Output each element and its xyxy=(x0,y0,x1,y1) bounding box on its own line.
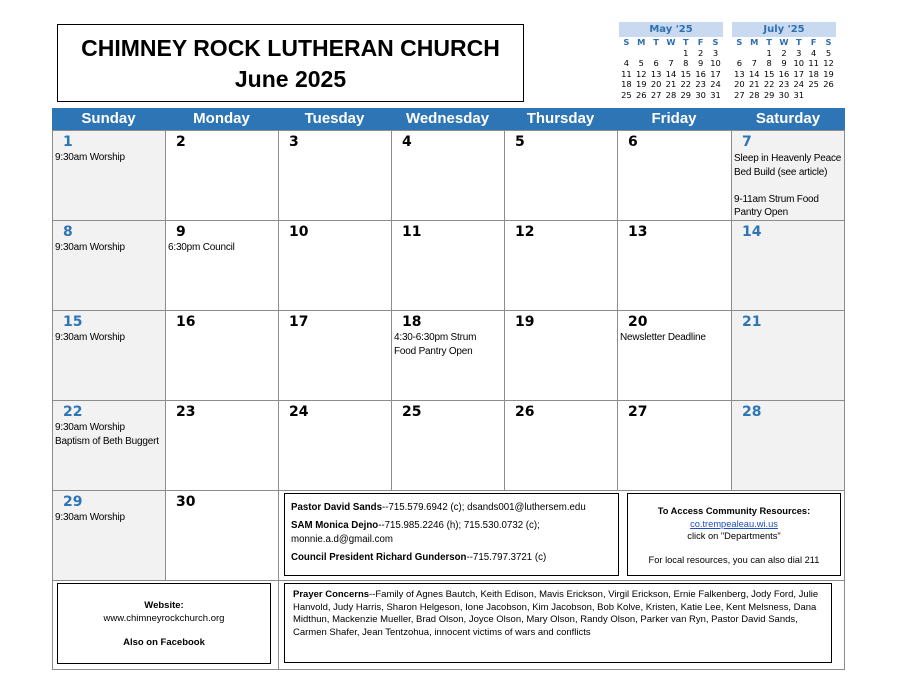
mini-dow: M xyxy=(637,37,646,47)
mini-day: 15 xyxy=(680,68,692,79)
calendar-header xyxy=(52,108,845,130)
mini-day: 20 xyxy=(734,79,745,89)
mini-dow: F xyxy=(810,37,817,47)
mini-day: 21 xyxy=(665,79,677,89)
community-local: For local resources, you can also dial 211 xyxy=(648,554,820,565)
mini-day: 22 xyxy=(680,79,692,89)
mini-day: 7 xyxy=(751,58,757,68)
mini-day: 28 xyxy=(665,89,677,100)
mini-day: 16 xyxy=(695,68,706,79)
mini-dow: W xyxy=(666,37,676,47)
mini-day: 4 xyxy=(811,47,817,58)
dow-tuesday: Tuesday xyxy=(304,110,365,127)
council-name: Council President Richard Gunderson xyxy=(291,552,467,563)
prayer-label: Prayer Concerns xyxy=(293,589,370,600)
day-number: 29 xyxy=(63,494,83,510)
mini-day: 5 xyxy=(825,47,832,58)
day-cell xyxy=(732,221,845,311)
mini-day: 25 xyxy=(621,89,632,100)
sam-name: SAM Monica Dejno xyxy=(291,520,379,531)
day-number: 12 xyxy=(515,224,535,240)
day-number: 5 xyxy=(515,134,525,150)
day-number: 7 xyxy=(742,134,752,150)
day-cell xyxy=(505,221,618,311)
mini-day: 2 xyxy=(781,47,787,58)
mini-day: 17 xyxy=(710,68,721,79)
day-cell xyxy=(618,311,732,401)
mini-day: 8 xyxy=(766,58,772,68)
day-number: 26 xyxy=(515,404,535,420)
facebook-note: Also on Facebook xyxy=(123,637,205,648)
day-cell xyxy=(279,131,392,221)
day-cell xyxy=(279,401,392,491)
contacts-box xyxy=(284,493,619,576)
day-cell xyxy=(166,491,279,581)
day-cell xyxy=(505,401,618,491)
pastor-info: --715.579.6942 (c); dsands001@luthersem.edu xyxy=(382,502,586,513)
day-cell xyxy=(392,221,505,311)
dow-sunday: Sunday xyxy=(81,110,136,127)
day-cell xyxy=(618,221,732,311)
mini-day: 13 xyxy=(650,68,662,79)
day-cell xyxy=(618,401,732,491)
mini-day: 7 xyxy=(668,58,674,68)
mini-dow: F xyxy=(697,37,704,47)
dow-wednesday: Wednesday xyxy=(405,110,490,127)
mini-day: 11 xyxy=(621,68,632,79)
mini-dow: T xyxy=(682,37,689,47)
mini-day xyxy=(664,48,679,59)
prayer-concerns-box xyxy=(284,583,832,663)
mini-day: 27 xyxy=(650,89,662,100)
day-number: 1 xyxy=(63,134,73,150)
mini-day: 6 xyxy=(736,58,743,68)
day-number: 10 xyxy=(289,224,309,240)
day-events: 9:30am Worship xyxy=(55,332,125,343)
mini-day: 2 xyxy=(698,47,704,58)
day-events: 9:30am Worship xyxy=(55,152,125,163)
mini-day: 23 xyxy=(695,79,706,89)
day-number: 16 xyxy=(176,314,196,330)
mini-dow: S xyxy=(623,37,630,47)
day-number: 3 xyxy=(289,134,299,150)
day-number: 6 xyxy=(628,134,638,150)
mini-day: 14 xyxy=(748,68,760,79)
mini-day: 30 xyxy=(695,89,706,100)
mini-day: 31 xyxy=(710,89,721,100)
day-events: 9:30am Worship Baptism of Beth Buggert xyxy=(55,422,159,447)
day-number: 2 xyxy=(176,134,186,150)
sam-info: --715.985.2246 (h); 715.530.0732 (c); xyxy=(378,520,540,531)
community-instruction: click on "Departments" xyxy=(687,531,781,541)
day-cell xyxy=(392,131,505,221)
day-cell xyxy=(166,401,279,491)
church-name: CHIMNEY ROCK LUTHERAN CHURCH xyxy=(81,35,500,61)
mini-day: 23 xyxy=(778,79,790,89)
mini-day xyxy=(634,48,649,59)
day-number: 24 xyxy=(289,404,309,420)
day-cell xyxy=(53,401,166,491)
day-number: 4 xyxy=(402,134,412,150)
day-events: 6:30pm Council xyxy=(168,242,235,253)
prayer-text: --Family of Agnes Bautch, Keith Edison, Mavis Erickson, Virgil Erickson, Ernie Falkenberg, Jody Ford, Julie Hanvold, Judy Harris, Sharon Helgeson, Ione Jacobson, Kim Jacobson, Bob Kolve, Kristen, Katie Lee, Kent Melsness, Dana Midthun, Mackenzie Mueller, Brad Olson, Joyce Olson, Mary Olson, Randy Olson, Parker van Ryn, Pastor David Sands, Carmen Shafer, Jean Tentzohua, innocent victims of wars and conflicts xyxy=(293,589,819,638)
mini-day: 26 xyxy=(635,89,647,100)
day-number: 30 xyxy=(176,494,196,510)
day-number: 28 xyxy=(742,404,762,420)
day-cell xyxy=(279,221,392,311)
mini-day: 13 xyxy=(734,68,745,79)
mini-day: 5 xyxy=(638,58,644,68)
mini-day xyxy=(619,48,634,59)
day-cell xyxy=(166,221,279,311)
mini-day: 19 xyxy=(823,68,834,79)
community-resources-box xyxy=(627,493,841,576)
day-number: 22 xyxy=(63,404,83,420)
council-info: --715.797.3721 (c) xyxy=(466,552,547,563)
day-number: 17 xyxy=(289,314,309,330)
mini-dow: T xyxy=(766,37,772,47)
month-year: June 2025 xyxy=(234,66,347,92)
mini-day: 3 xyxy=(712,47,719,58)
day-events: 9:30am Worship xyxy=(55,242,125,253)
mini-day: 24 xyxy=(710,79,721,89)
mini-day: 18 xyxy=(621,79,632,89)
mini-day: 12 xyxy=(635,68,647,79)
mini-day: 29 xyxy=(680,89,692,100)
mini-day xyxy=(747,48,762,59)
mini-day: 16 xyxy=(778,68,790,79)
calendar-title-box xyxy=(57,24,524,102)
mini-day: 1 xyxy=(683,47,689,58)
day-number: 13 xyxy=(628,224,648,240)
mini-calendar-title: May '25 xyxy=(619,22,723,37)
mini-day: 10 xyxy=(710,58,721,68)
mini-dow: S xyxy=(712,37,719,47)
mini-day: 29 xyxy=(763,89,775,100)
mini-calendar-title: July '25 xyxy=(732,22,836,37)
day-cell xyxy=(505,131,618,221)
mini-day: 21 xyxy=(748,79,760,89)
day-cell xyxy=(732,401,845,491)
day-cell xyxy=(53,131,166,221)
mini-dow: W xyxy=(779,37,789,47)
mini-day: 27 xyxy=(734,89,745,100)
mini-day: 26 xyxy=(823,79,834,89)
day-number: 20 xyxy=(628,314,648,330)
day-number: 15 xyxy=(63,314,83,330)
mini-day: 1 xyxy=(766,47,772,58)
day-number: 18 xyxy=(402,314,422,330)
mini-day: 9 xyxy=(781,58,787,68)
day-number: 19 xyxy=(515,314,535,330)
community-link[interactable]: co.trempealeau.wi.us xyxy=(690,518,778,529)
mini-day: 12 xyxy=(823,58,834,68)
day-cell xyxy=(279,311,392,401)
day-cell xyxy=(53,491,166,581)
mini-day: 11 xyxy=(808,58,819,68)
mini-day: 8 xyxy=(683,58,689,68)
mini-day: 30 xyxy=(778,89,790,100)
mini-day xyxy=(821,90,836,101)
mini-day xyxy=(732,48,747,59)
day-cell xyxy=(166,311,279,401)
dow-friday: Friday xyxy=(651,110,697,127)
day-cell xyxy=(53,311,166,401)
mini-day: 10 xyxy=(793,58,805,68)
mini-dow: S xyxy=(736,37,743,47)
mini-day: 22 xyxy=(763,79,775,89)
day-cell xyxy=(505,311,618,401)
mini-day: 28 xyxy=(748,89,760,100)
mini-day: 31 xyxy=(793,89,805,100)
mini-dow: S xyxy=(825,37,832,47)
day-cell xyxy=(392,401,505,491)
mini-day: 24 xyxy=(793,79,805,89)
website-label: Website: xyxy=(144,600,184,611)
day-events: Sleep in Heavenly Peace Bed Build (see article) 9-11am Strum Food Pantry Open xyxy=(734,153,842,218)
day-cell xyxy=(732,131,845,221)
mini-calendar-may xyxy=(619,22,723,100)
day-number: 9 xyxy=(176,224,186,240)
mini-dow: T xyxy=(795,37,802,47)
day-events: 4:30-6:30pm Strum Food Pantry Open xyxy=(394,332,477,357)
day-number: 14 xyxy=(742,224,762,240)
mini-day: 9 xyxy=(698,58,704,68)
day-events: 9:30am Worship xyxy=(55,512,125,523)
mini-calendar-july xyxy=(732,22,836,100)
mini-day: 14 xyxy=(665,68,677,79)
day-number: 23 xyxy=(176,404,196,420)
mini-dow: M xyxy=(750,37,759,47)
mini-day xyxy=(649,48,664,59)
mini-day: 4 xyxy=(623,58,630,68)
website-url[interactable]: www.chimneyrockchurch.org xyxy=(103,612,225,624)
mini-day xyxy=(806,90,821,101)
sam-email: monnie.a.d@gmail.com xyxy=(291,534,393,545)
community-heading: To Access Community Resources: xyxy=(657,506,811,516)
mini-day: 6 xyxy=(653,58,659,68)
mini-day: 15 xyxy=(763,68,775,79)
day-cell xyxy=(166,131,279,221)
day-cell xyxy=(53,221,166,311)
day-cell xyxy=(392,311,505,401)
dow-thursday: Thursday xyxy=(526,110,595,127)
mini-day: 18 xyxy=(808,68,819,79)
day-number: 8 xyxy=(63,224,73,240)
mini-day: 19 xyxy=(635,79,647,89)
day-number: 11 xyxy=(402,224,422,240)
mini-day: 20 xyxy=(650,79,662,89)
dow-monday: Monday xyxy=(193,110,250,127)
day-cell xyxy=(618,131,732,221)
day-events: Newsletter Deadline xyxy=(620,332,706,343)
mini-day: 3 xyxy=(796,47,802,58)
mini-day: 25 xyxy=(808,79,819,89)
day-cell xyxy=(732,311,845,401)
mini-dow: T xyxy=(653,37,659,47)
day-number: 21 xyxy=(742,314,762,330)
pastor-name: Pastor David Sands xyxy=(291,502,382,513)
mini-day: 17 xyxy=(793,68,805,79)
day-number: 25 xyxy=(402,404,422,420)
day-number: 27 xyxy=(628,404,648,420)
dow-saturday: Saturday xyxy=(755,110,821,127)
website-box xyxy=(57,583,271,664)
